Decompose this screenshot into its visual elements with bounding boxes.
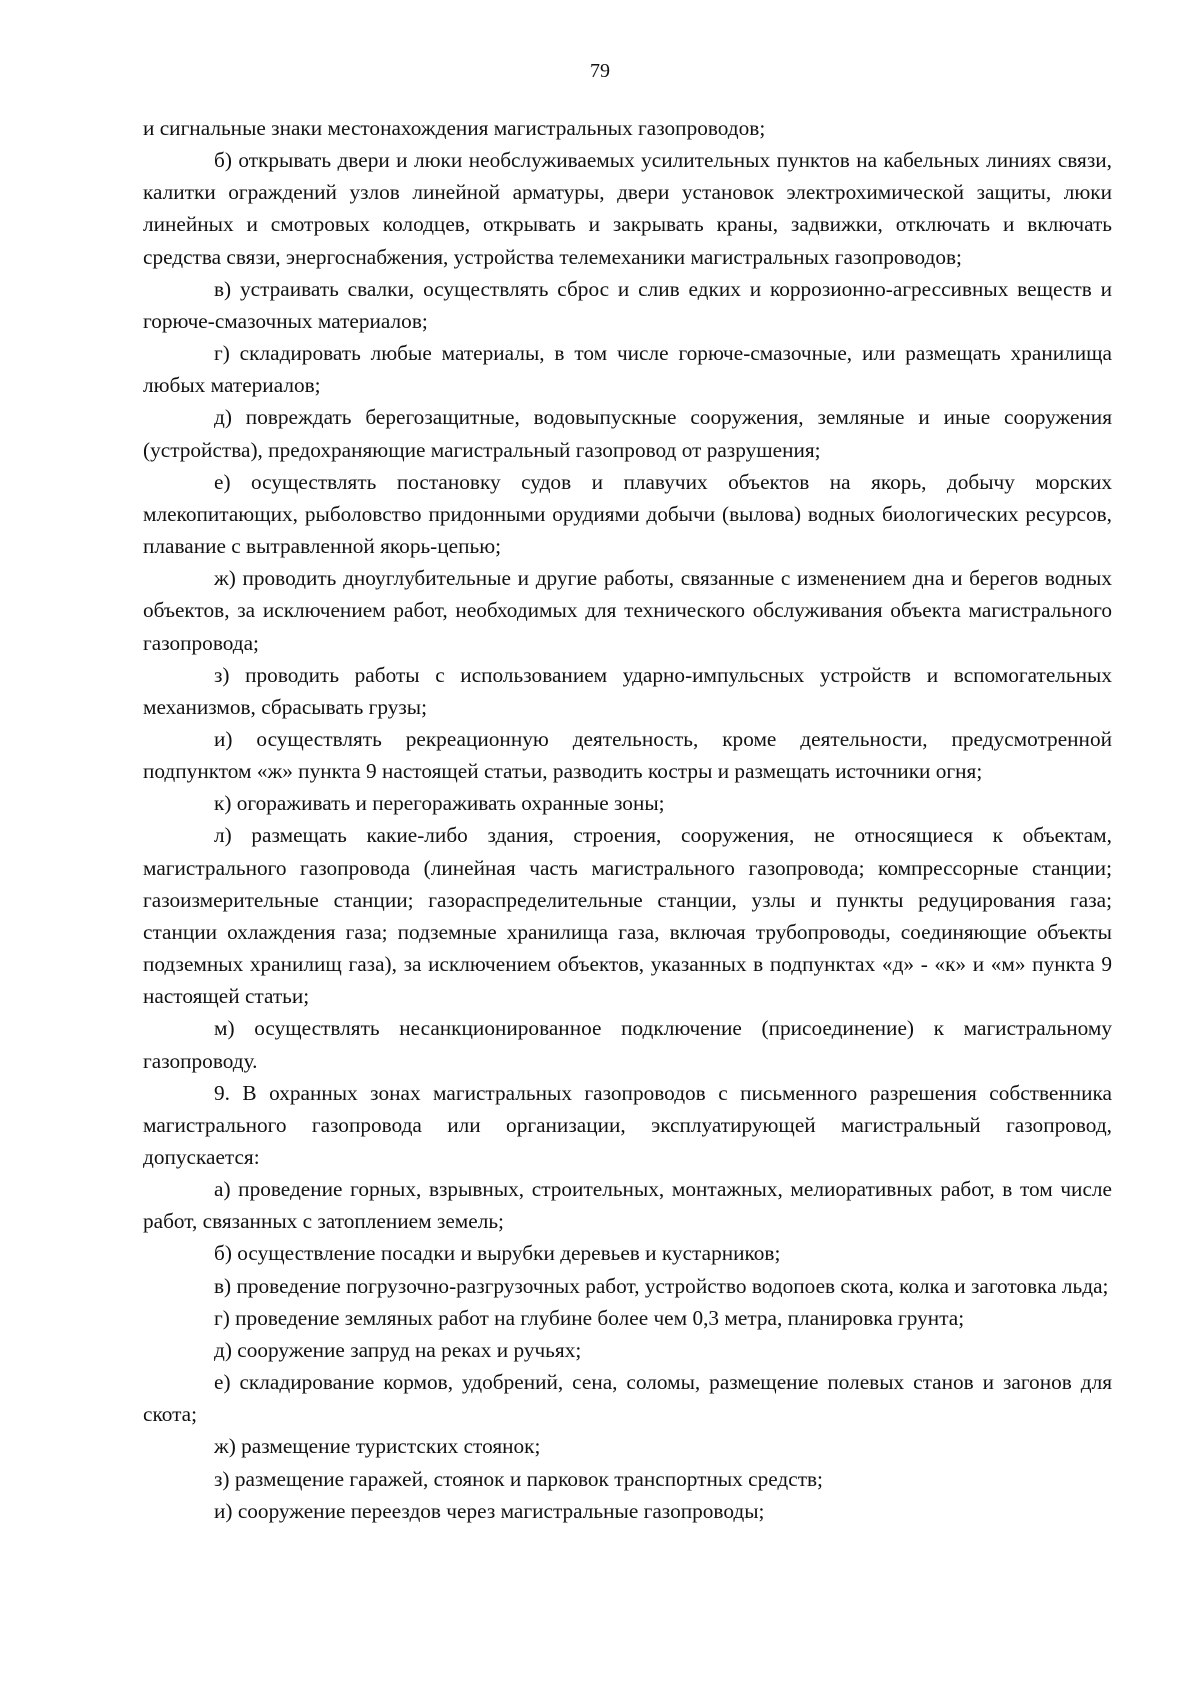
paragraph-item-z: з) проводить работы с использованием ударно-импульсных устройств и вспомогательных механизмов, сбрасывать грузы; (143, 662, 1112, 719)
paragraph-item-m: м) осуществлять несанкционированное подключение (присоединение) к магистральному газопроводу. (143, 1016, 1112, 1073)
paragraph-9-item-z: з) размещение гаражей, стоянок и парковок транспортных средств; (214, 1466, 823, 1491)
paragraph-9-item-a: а) проведение горных, взрывных, строительных, монтажных, мелиоративных работ, в том числе работ, связанных с затоплением земель; (143, 1177, 1112, 1234)
paragraph-item-k: к) огораживать и перегораживать охранные зоны; (214, 791, 665, 816)
paragraph-item-zh: ж) проводить дноуглубительные и другие работы, связанные с изменением дна и берегов водных объектов, за исключением работ, необходимых для технического обслуживания объекта магистрального газопровода; (143, 566, 1112, 655)
paragraph-continuation: и сигнальные знаки местонахождения магистральных газопроводов; (143, 116, 766, 140)
document-body (143, 112, 1112, 1527)
paragraph-item-v: в) устраивать свалки, осуществлять сброс и слив едких и коррозионно-агрессивных веществ и горюче-смазочных материалов; (143, 276, 1112, 333)
paragraph-item-g: г) складировать любые материалы, в том числе горюче-смазочные, или размещать хранилища любых материалов; (143, 341, 1112, 398)
paragraph-9-item-i: и) сооружение переездов через магистральные газопроводы; (214, 1498, 765, 1523)
paragraph-9-item-v: в) проведение погрузочно-разгрузочных работ, устройство водопоев скота, колка и заготовка льда; (214, 1273, 1109, 1298)
paragraph-9-item-g: г) проведение земляных работ на глубине более чем 0,3 метра, планировка грунта; (214, 1305, 965, 1330)
paragraph-section-9: 9. В охранных зонах магистральных газопроводов с письменного разрешения собственника магистрального газопровода или организации, эксплуатирующей магистральный газопровод, допускается: (143, 1080, 1112, 1169)
paragraph-9-item-d: д) сооружение запруд на реках и ручьях; (214, 1337, 582, 1362)
paragraph-9-item-e: е) складирование кормов, удобрений, сена, соломы, размещение полевых станов и загонов для скота; (143, 1370, 1112, 1427)
paragraph-item-l: л) размещать какие-либо здания, строения, сооружения, не относящиеся к объектам, магистрального газопровода (линейная часть магистрального газопровода; компрессорные станции; газоизмерительные станции; газораспределительные станции, узлы и пункты редуцирования газа; станции охлаждения газа; подземные хранилища газа, включая трубопроводы, соединяющие объекты подземных хранилищ газа), за исключением объектов, указанных в подпунктах «д» - «к» и «м» пункта 9 настоящей статьи; (143, 823, 1112, 1009)
paragraph-item-e: е) осуществлять постановку судов и плавучих объектов на якорь, добычу морских млекопитающих, рыболовство придонными орудиями добычи (вылова) водных биологических ресурсов, плавание с вытравленной якорь-цепью; (143, 469, 1112, 559)
paragraph-9-item-b: б) осуществление посадки и вырубки деревьев и кустарников; (214, 1241, 781, 1266)
paragraph-item-b: б) открывать двери и люки необслуживаемых усилительных пунктов на кабельных линиях связи, калитки ограждений узлов линейной арматуры, двери установок электрохимической защиты, люки линейных и смотровых колодцев, открывать и закрывать краны, задвижки, отключать и включать средства связи, энергоснабжения, устройства телемеханики магистральных газопроводов; (143, 148, 1112, 269)
paragraph-item-d: д) повреждать берегозащитные, водовыпускные сооружения, земляные и иные сооружения (устройства), предохраняющие магистральный газопровод от разрушения; (143, 405, 1112, 462)
paragraph-item-i: и) осуществлять рекреационную деятельность, кроме деятельности, предусмотренной подпунктом «ж» пункта 9 настоящей статьи, разводить костры и размещать источники огня; (143, 726, 1112, 784)
page-number: 79 (590, 60, 610, 82)
paragraph-9-item-zh: ж) размещение туристских стоянок; (214, 1434, 541, 1459)
